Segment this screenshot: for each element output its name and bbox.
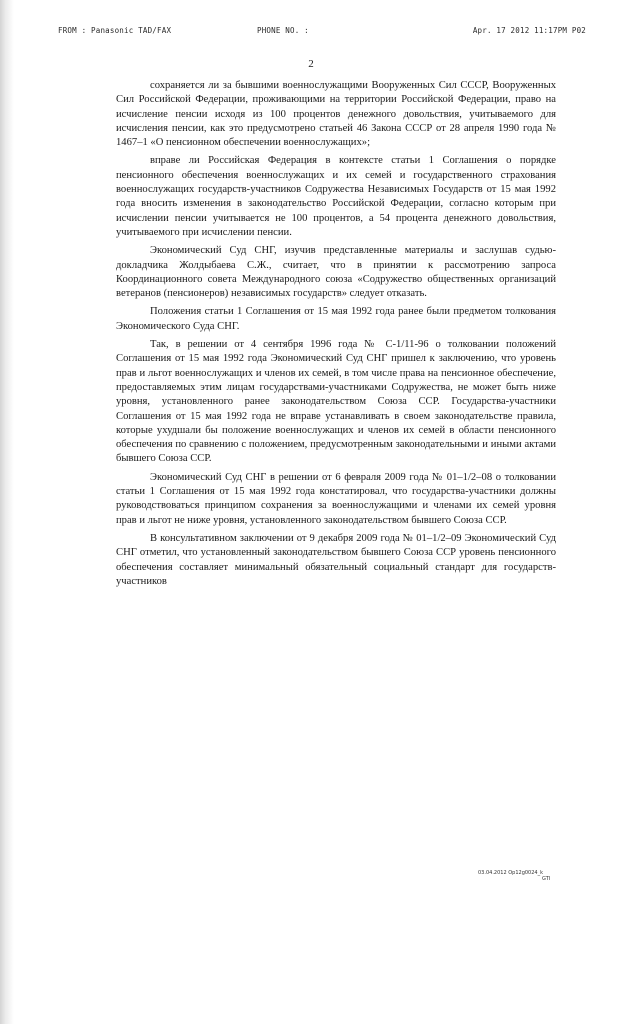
- fax-phone: PHONE NO. :: [257, 26, 309, 35]
- paragraph: Положения статьи 1 Соглашения от 15 мая 1992 года ранее были предметом толкования Экономического Суда СНГ.: [116, 306, 556, 332]
- footer-code: GTI: [542, 876, 551, 882]
- paragraph: вправе ли Российская Федерация в контексте статьи 1 Соглашения о порядке пенсионного обеспечения военнослужащих и их семей и государственного страхования военнослужащих государств-участников Содружества Независимых Государств от 15 мая 1992 года вносить изменения в законодательство Российской Федерации, согласно которым при исчислении пенсии учитывается не 100 процентов, а 54 процента денежного довольствия, учитываемого при исчислении пенсии.: [116, 155, 556, 238]
- paragraph: В консультативном заключении от 9 декабря 2009 года № 01–1/2–09 Экономический Суд СНГ отметил, что установленный законодательством бывшего Союза ССР уровень пенсионного обеспечения составляет минимальный обязательный социальный стандарт для государств-участников: [116, 532, 556, 587]
- paragraph: сохраняется ли за бывшими военнослужащими Вооруженных Сил СССР, Вооруженных Сил Российской Федерации, проживающими на территории Российской Федерации, право на исчисление пенсии исходя из 100 процентов денежного довольствия, учитываемого для исчисления пенсии, как это предусмотрено статьей 46 Закона СССР от 28 апреля 1990 года № 1467–1 «О пенсионном обеспечении военнослужащих»;: [116, 80, 556, 149]
- paragraph: Экономический Суд СНГ, изучив представленные материалы и заслушав судью-докладчика Жолдыбаева С.Ж., считает, что в принятии к рассмотрению запроса Координационного совета Международного союза «Содружество общественных организаций ветеранов (пенсионеров) независимых государств» следует отказать.: [116, 245, 556, 300]
- paragraph: Экономический Суд СНГ в решении от 6 февраля 2009 года № 01–1/2–08 о толковании статьи 1 Соглашения от 15 мая 1992 года констатировал, что государства-участники должны руководствоваться принципом сохранения за военнослужащими и членами их семей уровня прав и льгот не ниже уровня, установленного законодательством бывшего Союза ССР.: [116, 471, 556, 526]
- fax-header: [58, 26, 586, 38]
- fax-date: Apr. 17 2012 11:17PM P02: [472, 26, 586, 35]
- page-number: 2: [308, 58, 314, 70]
- paragraph: Так, в решении от 4 сентября 1996 года № С-1/11-96 о толковании положений Соглашения от 15 мая 1992 года Экономический Суд СНГ пришел к заключению, что уровень прав и льгот военнослужащих и членов их семей, в том числе права на пенсионное обеспечение, предоставляемых этим лицам государствами-участниками Содружества, не может быть ниже уровня, установленного ранее законодательством Союза ССР. Государства-участники Соглашения от 15 мая 1992 года не вправе устанавливать в своем законодательстве правила, которые ухудшали бы положение военнослужащих и членов их семей в области пенсионного обеспечения по сравнению с положением, предусмотренным законодательными и иными актами бывшего Союза ССР.: [116, 339, 556, 465]
- footer-doc-ref: 03.04.2012 Op12g0024_k: [478, 870, 543, 876]
- document-body: [116, 79, 556, 593]
- fax-from: FROM : Panasonic TAD/FAX: [58, 26, 172, 35]
- footer-reference: [478, 870, 550, 882]
- scan-edge-shadow: [0, 0, 14, 1024]
